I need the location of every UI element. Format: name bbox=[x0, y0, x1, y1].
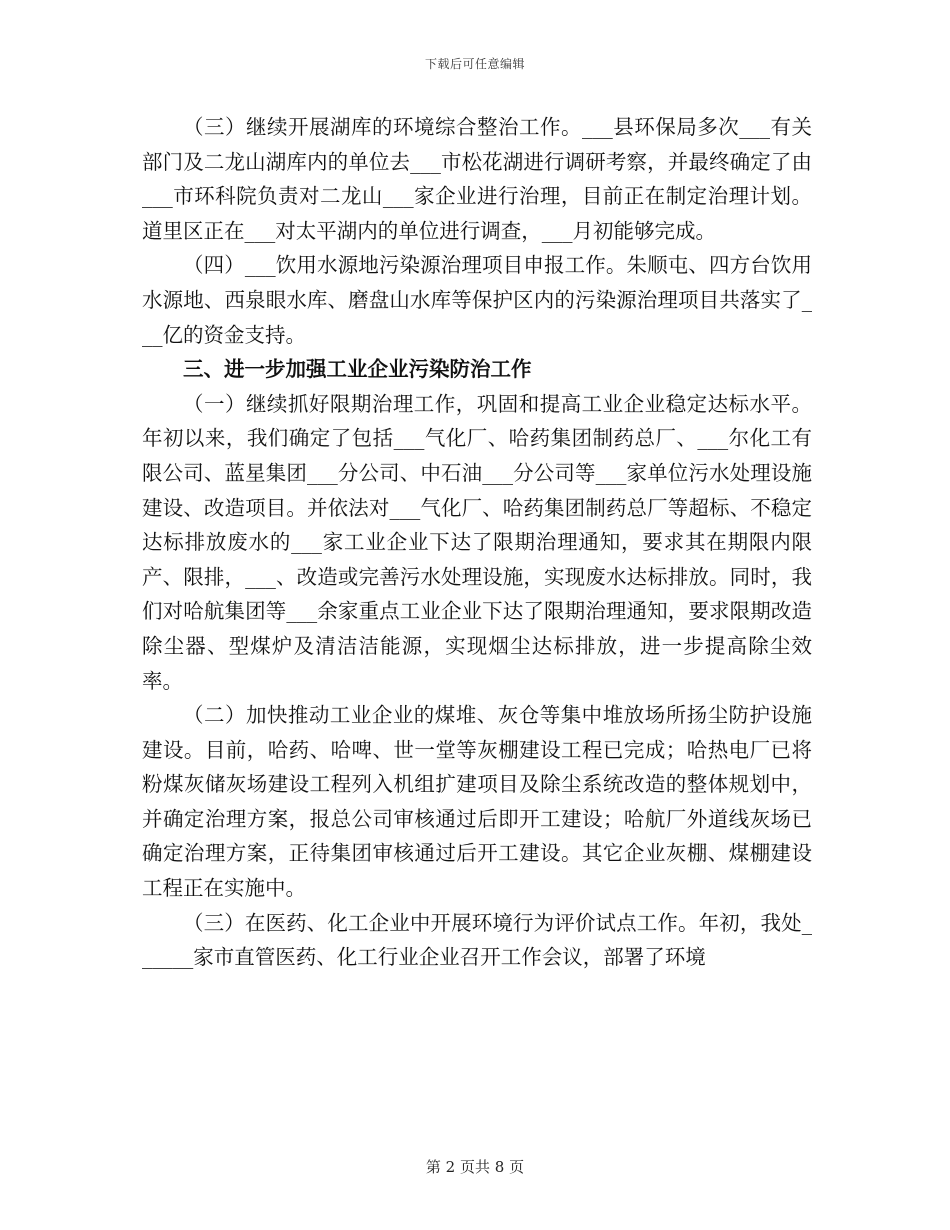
paragraph-water-source: （四）___饮用水源地污染源治理项目申报工作。朱顺屯、四方台饮用水源地、西泉眼水库、磨盘山水库等保护区内的污染源治理项目共落实了___亿的资金支持。 bbox=[142, 253, 812, 347]
paragraph-deadline-treatment: （一）继续抓好限期治理工作，巩固和提高工业企业稳定达标水平。年初以来，我们确定了包括___气化厂、哈药集团制药总厂、___尔化工有限公司、蓝星集团___分公司、中石油___分公司等___家单位污水处理设施建设、改造项目。并依法对___气化厂、哈药集团制药总厂等超标、不稳定达标排放废水的___家工业企业下达了限期治理通知，要求其在期限内限产、限排，___、改造或完善污水处理设施，实现废水达标排放。同时，我们对哈航集团等___余家重点工业企业下达了限期治理通知，要求限期改造除尘器、型煤炉及清洁洁能源，实现烟尘达标排放，进一步提高除尘效率。 bbox=[142, 391, 812, 693]
paragraph-behavior-evaluation: （三）在医药、化工企业中开展环境行为评价试点工作。年初，我处______家市直管医药、化工行业企业召开工作会议，部署了环境 bbox=[142, 910, 812, 970]
paragraph-dust-protection: （二）加快推动工业企业的煤堆、灰仓等集中堆放场所扬尘防护设施建设。目前，哈药、哈啤、世一堂等灰棚建设工程已完成；哈热电厂已将粉煤灰储灰场建设工程列入机组扩建项目及除尘系统改造的整体规划中，并确定治理方案，报总公司审核通过后即开工建设；哈航厂外道线灰场已确定治理方案，正待集团审核通过后开工建设。其它企业灰棚、煤棚建设工程正在实施中。 bbox=[142, 703, 812, 901]
page-header: 下载后可任意编辑 bbox=[424, 57, 525, 71]
page-number: 第 2 页共 8 页 bbox=[425, 1158, 525, 1176]
document-body bbox=[142, 110, 812, 975]
section-heading: 三、进一步加强工业企业污染防治工作 bbox=[183, 357, 532, 382]
paragraph-lake-reservoir: （三）继续开展湖库的环境综合整治工作。___县环保局多次___有关部门及二龙山湖库内的单位去___市松花湖进行调研考察，并最终确定了由___市环科院负责对二龙山___家企业进行治理，目前正在制定治理计划。道里区正在___对太平湖内的单位进行调查，___月初能够完成。 bbox=[142, 115, 812, 243]
